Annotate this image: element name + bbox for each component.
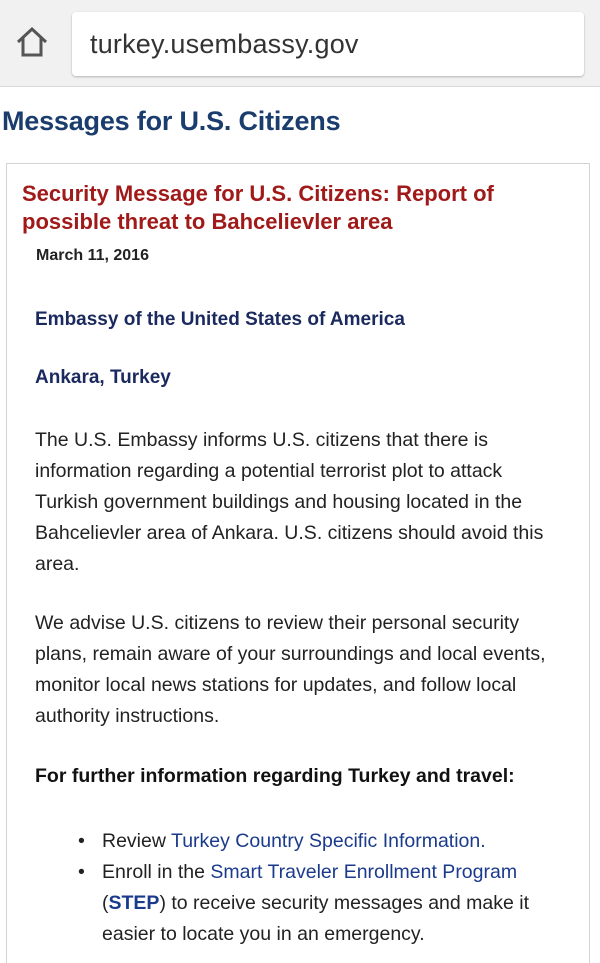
list-item <box>78 857 568 950</box>
list-item-prefix: Review <box>102 830 172 852</box>
bullet-icon: • <box>78 830 85 852</box>
home-button[interactable] <box>12 26 52 62</box>
list-item <box>78 826 568 857</box>
list-item-prefix: Enroll in the <box>102 861 211 883</box>
further-info-list <box>78 826 568 950</box>
browser-toolbar <box>0 0 600 87</box>
list-item-suffix: ) to receive security messages and make it easier to locate you in an emergency. <box>102 892 530 945</box>
embassy-city: Ankara, Turkey <box>35 367 171 388</box>
message-paragraph-2: We advise U.S. citizens to review their personal security plans, remain aware of your surroundings and local events, monitor local news stations for updates, and follow local authority instructions. <box>35 612 546 727</box>
home-icon <box>15 26 49 63</box>
message-paragraph-1: The U.S. Embassy informs U.S. citizens that there is information regarding a potential terrorist plot to attack Turkish government buildings and housing located in the Bahcelievler area of Ankara. U.S. citizens should avoid this area. <box>35 429 544 575</box>
bullet-icon: • <box>78 861 85 883</box>
country-info-link[interactable]: Turkey Country Specific Information. <box>171 830 486 852</box>
further-info-heading: For further information regarding Turkey and travel: <box>35 765 515 787</box>
embassy-name: Embassy of the United States of America <box>35 309 405 330</box>
url-text: turkey.usembassy.gov <box>90 29 359 59</box>
step-program-link[interactable]: Smart Traveler Enrollment Program <box>210 861 518 883</box>
step-link[interactable]: STEP <box>108 892 160 914</box>
address-bar[interactable] <box>72 12 584 76</box>
page-title: Messages for U.S. Citizens <box>2 106 341 136</box>
message-date: March 11, 2016 <box>36 247 149 264</box>
message-title[interactable]: Security Message for U.S. Citizens: Report of possible threat to Bahcelievler area <box>22 181 494 234</box>
open-paren: ( <box>102 892 109 914</box>
